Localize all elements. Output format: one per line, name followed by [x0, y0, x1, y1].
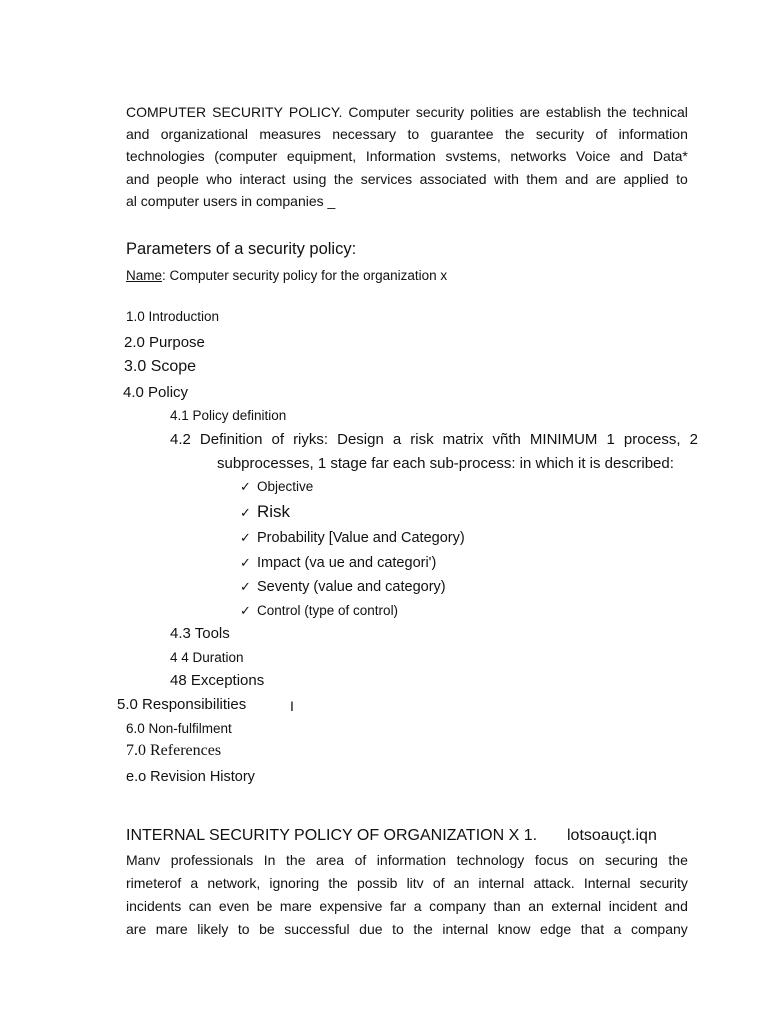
internal-line: Manv professionals In the area of information technology focus on securing the [126, 852, 688, 868]
outline-risk-definition-line1: 4.2 Definition of riyks: Design a risk matrix vñth MINIMUM 1 process, 2 [170, 431, 698, 448]
outline-references: 7.0 References [126, 742, 222, 759]
checklist-item: ✓ Impact (va ue and categori') [240, 555, 437, 571]
outline-tools: 4.3 Tools [170, 625, 230, 642]
outline-risk-definition-line2: subprocesses, 1 stage far each sub-process: in which it is described: [217, 455, 674, 472]
intro-line: and people who interact using the services associated with them and are applied to [126, 171, 688, 187]
outline-non-fulfilment: 6.0 Non-fulfilment [126, 721, 232, 736]
internal-heading: INTERNAL SECURITY POLICY OF ORGANIZATION X 1. [126, 827, 538, 844]
checklist-item: ✓ Objective [240, 479, 314, 494]
intro-line: al computer users in companies _ [126, 193, 336, 209]
intro-line: COMPUTER SECURITY POLICY. Computer security polities are establish the technical [126, 104, 688, 120]
intro-line: and organizational measures necessary to guarantee the security of information [126, 126, 688, 142]
parameters-heading: Parameters of a security policy: [126, 240, 357, 258]
internal-line: are mare likely to be successful due to the internal know edge that a company [126, 921, 688, 937]
outline-policy: 4.0 Policy [123, 384, 189, 401]
outline-purpose: 2.0 Purpose [124, 334, 205, 351]
checklist-item: ✓ Seventy (value and category) [240, 579, 446, 595]
name-colon: : [162, 268, 166, 283]
check-icon: ✓ [240, 530, 251, 545]
intro-line: technologies (computer equipment, Information svstems, networks Voice and Data* [126, 148, 688, 164]
outline-policy-definition: 4.1 Policy definition [170, 408, 287, 423]
check-icon: ✓ [240, 555, 251, 570]
check-icon: ✓ [240, 505, 251, 520]
outline-scope: 3.0 Scope [124, 358, 197, 375]
checklist-item: ✓ Risk [240, 502, 291, 521]
internal-line: rimeterof a network, ignoring the possib litv of an internal attack. Internal security [126, 875, 688, 891]
name-line [126, 268, 447, 283]
check-icon: ✓ [240, 579, 251, 594]
checklist-item: ✓ Control (type of control) [240, 603, 399, 618]
outline-duration: 4 4 Duration [170, 650, 244, 665]
internal-line: incidents can even be mare expensive far a company than an external incident and [126, 898, 688, 914]
internal-heading-right: lotsoauçt.iqn [567, 827, 657, 844]
outline-responsibilities: 5.0 Responsibilities [117, 696, 247, 713]
check-icon: ✓ [240, 603, 251, 618]
outline-revision-history: e.o Revision History [126, 769, 255, 785]
outline-introduction: 1.0 Introduction [126, 309, 220, 324]
checklist-item: ✓ Probability [Value and Category) [240, 530, 465, 546]
stray-mark: I [290, 698, 294, 714]
name-label: Name [126, 268, 163, 283]
name-value: Computer security policy for the organization x [165, 268, 448, 283]
check-icon: ✓ [240, 479, 251, 494]
outline-exceptions: 48 Exceptions [170, 672, 265, 689]
